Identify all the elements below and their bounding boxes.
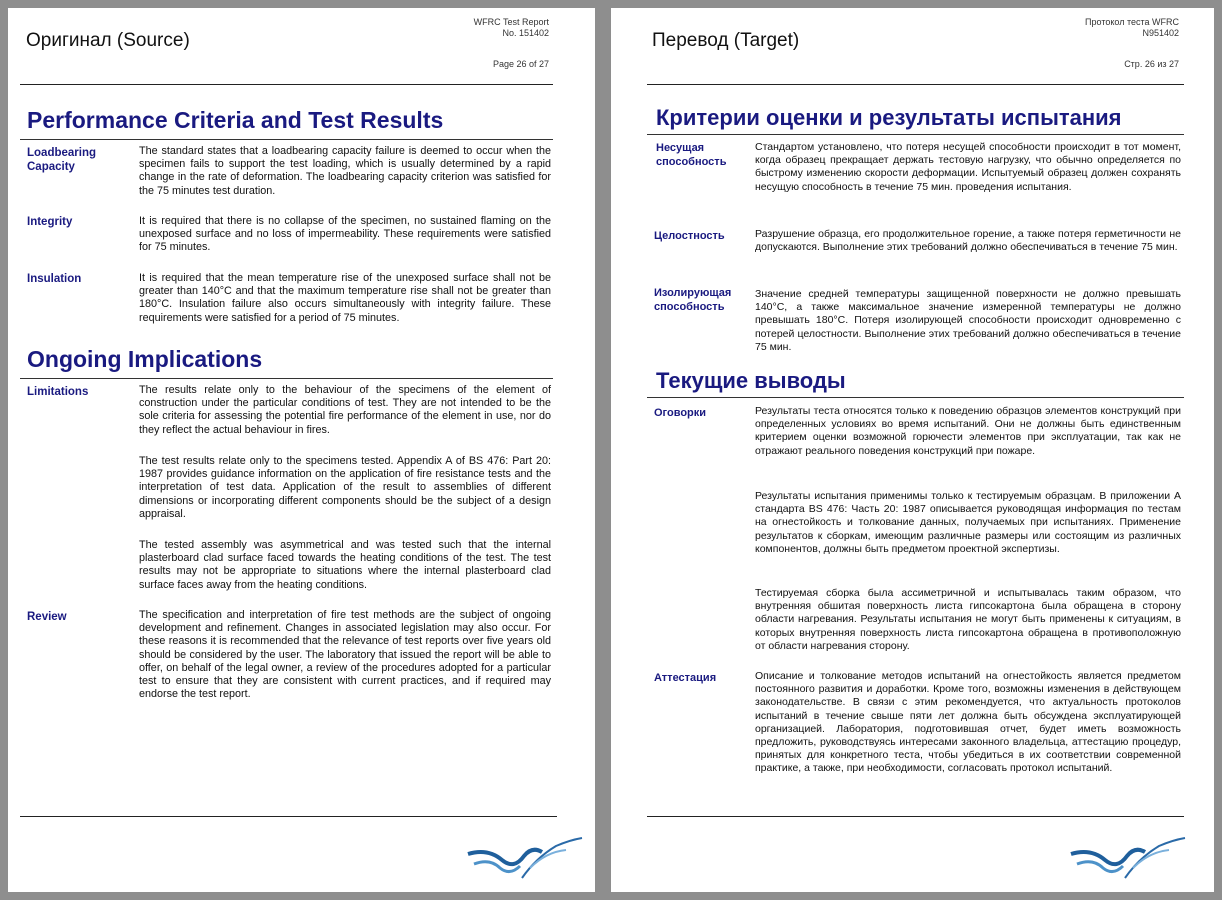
section-divider — [647, 134, 1184, 135]
wfrc-logo-icon — [1069, 836, 1187, 884]
footer-divider — [647, 816, 1184, 817]
label-loadbearing: Loadbearing Capacity — [27, 147, 97, 173]
section-divider — [20, 139, 553, 140]
section-heading-performance: Performance Criteria and Test Results — [27, 107, 444, 133]
text-limitations-1: Результаты теста относятся только к поведению образцов элементов конструкций при определенных условиях во время испытаний. Они не должны быть единственным критерием оценки возможной горючести элементов при эксплуатации, так как не отражают реального поведения конструкций при пожаре. — [755, 405, 1181, 457]
section-heading-implications: Текущие выводы — [656, 368, 846, 393]
report-header — [1085, 17, 1179, 39]
text-limitations-2: The test results relate only to the specimens tested. Appendix A of BS 476: Part 20: 1987 provides guidance information on the application of fire resistance tests and the interpretation of test data. Application of the result to assemblies of different dimensions or incorporating different components should be the subject of a design appraisal. — [139, 455, 551, 520]
section-divider — [20, 378, 553, 379]
label-integrity: Целостность — [654, 230, 725, 242]
text-insulation: Значение средней температуры защищенной поверхности не должно превышать 140°С, а также максимальное значение измеренной температуры не должно превышать 180°С. Потеря изолирующей способности происходит одновременно с потерей целостности. Выполнение этих требований должно обеспечиваться в течение 75 мин. — [755, 288, 1181, 353]
text-review: Описание и толкование методов испытаний на огнестойкость является предметом постоянного развития и доработки. Кроме того, возможны изменения в действующем законодательстве. В связи с этим рекомендуется, что актуальность протоколов испытаний в течение свыше пяти лет должна быть обсуждена эксплуатирующей организацией. Лаборатория, подготовившая отчет, будет иметь возможность предложить, руководствуясь интересами законного владельца, аттестацию процедур, принятых для конкретного теста, чтобы убедиться в их соответствии современной практике, а также, при необходимости, согласовать протокол испытаний. — [755, 670, 1181, 775]
label-integrity: Integrity — [27, 216, 73, 228]
text-insulation: It is required that the mean temperature rise of the unexposed surface shall not be greater than 140°C and that the maximum temperature rise shall not be greater than 180°C. Insulation failure also occurs simultaneously with integrity failure. These requirements were satisfied for a period of 75 minutes. — [139, 272, 551, 324]
report-header — [474, 17, 549, 39]
text-limitations-3: The tested assembly was asymmetrical and was tested such that the internal plasterboard clad surface faced towards the heating conditions of the test. The test results may not be appropriate to situations where the internal plasterboard clad surface faces away from the heating conditions. — [139, 539, 551, 591]
report-number: No. 151402 — [502, 28, 549, 38]
report-number: N951402 — [1142, 28, 1179, 38]
text-loadbearing: Стандартом установлено, что потеря несущей способности происходит в тот момент, когда образец прекращает держать тестовую нагрузку, что обычно определяется по быстрому изменению скорости деформации. Испытуемый образец должен сохранять несущую способность в течение 75 мин. проведения испытания. — [755, 141, 1181, 193]
page-title: Оригинал (Source) — [26, 30, 190, 51]
page-number: Стр. 26 из 27 — [1124, 59, 1179, 69]
target-page — [611, 8, 1214, 892]
label-limitations: Limitations — [27, 386, 89, 398]
report-name: WFRC Test Report — [473, 17, 549, 27]
page-title: Перевод (Target) — [652, 30, 800, 51]
label-review: Review — [27, 611, 67, 623]
section-heading-performance: Критерии оценки и результаты испытания — [656, 105, 1122, 130]
header-divider — [647, 84, 1184, 85]
page-number: Page 26 of 27 — [492, 59, 549, 69]
label-insulation: Изолирующая способность — [654, 287, 732, 313]
section-divider — [647, 397, 1184, 398]
source-page — [8, 8, 595, 892]
label-insulation: Insulation — [27, 273, 82, 285]
text-limitations-3: Тестируемая сборка была ассиметричной и испытывалась таким образом, что внутренняя обшитая поверхность листа гипсокартона была обращена в сторону области нагревания. Результаты испытания не могут быть применены к ситуациям, в которых внутренняя поверхность листа гипсокартона обращена в противоположную от области нагревания сторону. — [755, 587, 1181, 652]
report-name: Протокол теста WFRC — [1085, 17, 1179, 27]
text-limitations-1: The results relate only to the behaviour of the specimens of the element of construction under the particular conditions of test. They are not intended to be the sole criteria for assessing the potential fire performance of the element in use, nor do they reflect the actual behaviour in fires. — [139, 384, 551, 436]
text-limitations-2: Результаты испытания применимы только к тестируемым образцам. В приложении А стандарта BS 476: Часть 20: 1987 описывается руководящая информация по тестам на огнестойкость и толкование данных, получаемых при испытаниях. Применение результатов к сборкам, имеющим различные размеры или состоящим из различных компонентов, должны быть предметом проектной экспертизы. — [755, 490, 1181, 555]
label-limitations: Оговорки — [654, 407, 707, 419]
text-integrity: It is required that there is no collapse of the specimen, no sustained flaming on the unexposed surface and no loss of impermeability. These requirements were satisfied for 75 minutes. — [139, 215, 551, 254]
wfrc-logo-icon — [466, 836, 584, 884]
text-review: The specification and interpretation of fire test methods are the subject of ongoing development and refinement. Changes in associated legislation may also occur. For these reasons it is recommended that the relevance of test reports over five years old should be considered by the user. The laboratory that issued the report will be able to offer, on behalf of the legal owner, a review of the procedures adopted for a particular test to ensure that they are consistent with current practices, and if required may endorse the test report. — [139, 609, 551, 701]
text-integrity: Разрушение образца, его продолжительное горение, а также потеря герметичности не допускаются. Выполнение этих требований должно обеспечиваться в течение 75 мин. — [755, 228, 1181, 254]
text-loadbearing: The standard states that a loadbearing capacity failure is deemed to occur when the specimen fails to support the test loading, which is usually determined by a rapid change in the rate of deformation. The loadbearing capacity criterion was satisfied for the 75 minutes test duration. — [139, 145, 551, 197]
label-loadbearing: Несущая способность — [656, 142, 727, 168]
header-divider — [20, 84, 553, 85]
footer-divider — [20, 816, 557, 817]
section-heading-implications: Ongoing Implications — [27, 346, 263, 372]
label-review: Аттестация — [654, 672, 717, 684]
